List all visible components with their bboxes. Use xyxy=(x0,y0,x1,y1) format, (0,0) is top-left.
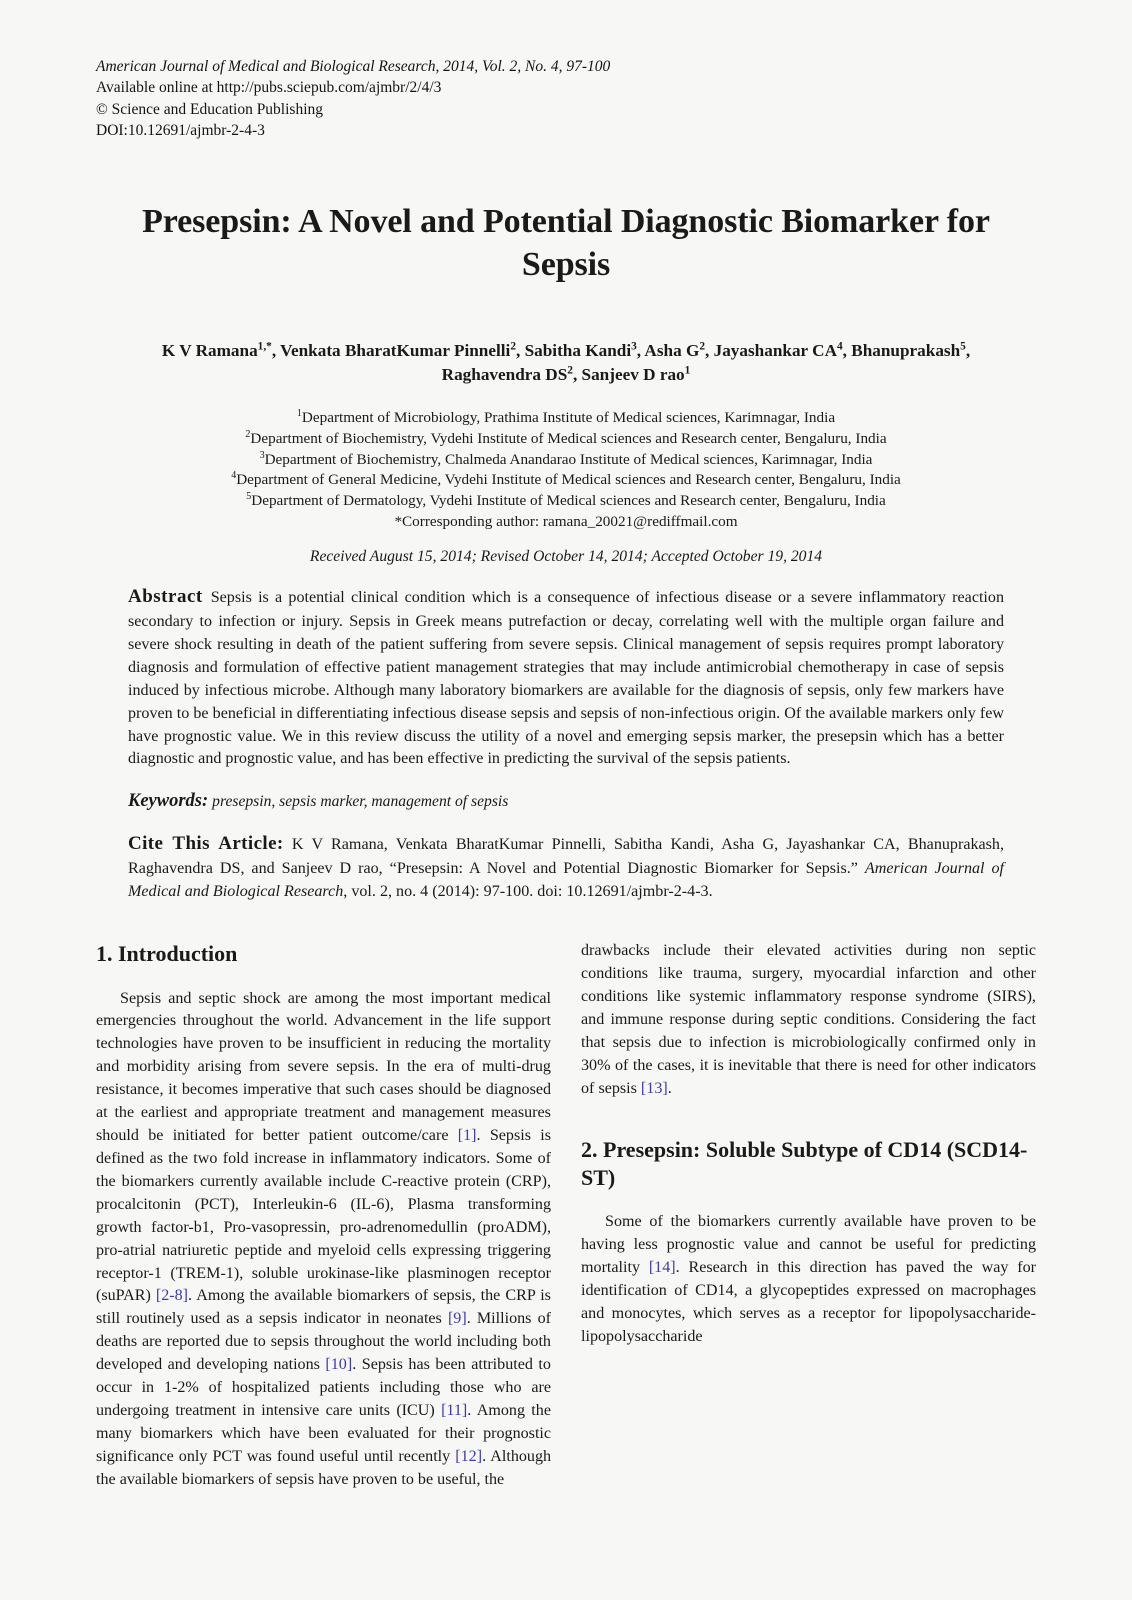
affiliation-text: Department of Biochemistry, Chalmeda Anandarao Institute of Medical sciences, Karimnagar, India xyxy=(264,450,873,468)
author-affil-marker: 1 xyxy=(684,364,691,377)
affiliation-marker: 3 xyxy=(259,449,265,461)
abstract-block xyxy=(128,584,1004,771)
affiliation-marker: 5 xyxy=(246,491,252,503)
author-affil-marker: 1,* xyxy=(257,339,272,352)
author-affil-marker: 5 xyxy=(960,339,966,352)
presepsin-paragraph xyxy=(581,1211,1036,1349)
cite-this-article-label: Cite This Article: xyxy=(128,833,284,855)
citation-ref-11[interactable]: [11] xyxy=(441,1402,468,1420)
author-name: Sabitha Kandi xyxy=(524,340,632,360)
citation-ref-1[interactable]: [1] xyxy=(457,1127,477,1145)
journal-citation-line: American Journal of Medical and Biological Research, 2014, Vol. 2, No. 4, 97-100 xyxy=(96,58,611,75)
affiliation-item xyxy=(96,450,1036,471)
author-affil-marker: 3 xyxy=(631,339,637,352)
affiliation-item xyxy=(96,470,1036,491)
abstract-label: Abstract xyxy=(128,586,203,608)
affiliation-text: Department of General Medicine, Vydehi Institute of Medical sciences and Research center, Bengaluru, India xyxy=(236,471,901,489)
affiliation-text: Department of Biochemistry, Vydehi Institute of Medical sciences and Research center, Bengaluru, India xyxy=(250,430,887,448)
column-right xyxy=(581,940,1036,1492)
author-name: Sanjeev D rao xyxy=(581,365,685,385)
affiliation-text: Department of Dermatology, Vydehi Institute of Medical sciences and Research center, Bengaluru, India xyxy=(251,492,886,510)
citation-ref-12[interactable]: [12] xyxy=(455,1447,483,1465)
cite-volume-doi: , vol. 2, no. 4 (2014): 97-100. doi: 10.12691/ajmbr-2-4-3. xyxy=(343,883,713,901)
citation-ref-9[interactable]: [9] xyxy=(447,1310,467,1328)
citation-ref-2-8[interactable]: [2-8] xyxy=(155,1287,189,1305)
presepsin-text-b: . Research in this direction has paved the way for identification of CD14, a glycopeptides expressed on macrophages and monocytes, which serves as a receptor for lipopolysaccharide-lipopolysaccharide xyxy=(581,1259,1036,1346)
column-left xyxy=(96,940,551,1492)
affiliation-list xyxy=(96,408,1036,532)
presepsin-text-a: Some of the biomarkers currently available have proven to be having less prognostic value and cannot be useful for predicting mortality xyxy=(581,1213,1036,1277)
affiliation-item xyxy=(96,491,1036,512)
page-title: Presepsin: A Novel and Potential Diagnostic Biomarker for Sepsis xyxy=(142,202,990,284)
author-line-1: K V Ramana$^{1,*}$, Venkata BharatKumar Pinnelli$^2$, Sabitha Kandi$^3$, Asha $G^2$, Jayashankar $CA^4$, Bhanuprakash$^5$, xyxy=(161,339,971,360)
cite-article-title: “Presepsin: A Novel and Potential Diagnostic Biomarker for Sepsis.” xyxy=(389,860,865,878)
introduction-paragraph: Sepsis and septic shock are among the most important medical emergencies throughout the world. Advancement in the life support technologies have proven to be insufficient in reducing the mortality and morbidity arising from severe sepsis. In the era of multi-drug resistance, it becomes imperative that such cases should be diagnosed at the earliest and appropriate treatment and management measures should be initiated for better patient outcome/care [1]. Sepsis is defined as the two fold increase in inflammatory indicators. Some of the biomarkers currently available include C-reactive protein (CRP), procalcitonin (PCT), Interleukin-6 (IL-6), Plasma transforming growth factor-b1, Pro-vasopressin, pro-adrenomedullin (proADM), pro-atrial natriuretic peptide and myeloid cells expressing triggering receptor-1 (TREM-1), soluble urokinase-like plasminogen receptor (suPAR) [2-8]. Among the available biomarkers of sepsis, the CRP is still routinely used as a sepsis indicator in neonates [9]. Millions of deaths are reported due to sepsis throughout the world including both developed and developing nations [10]. Sepsis has been attributed to occur in 1-2% of hospitalized patients including those who are undergoing treatment in intensive care units (ICU) [11]. Among the many biomarkers which have been evaluated for their prognostic significance only PCT was found useful until recently [12]. Although the available biomarkers of sepsis have proven to be useful, the xyxy=(96,989,552,1488)
journal-online-url: Available online at http://pubs.sciepub.com/ajmbr/2/4/3 xyxy=(96,79,442,97)
affiliation-marker: 2 xyxy=(245,429,251,441)
citation-ref-14[interactable]: [14] xyxy=(648,1259,676,1277)
author-name: Venkata BharatKumar Pinnelli xyxy=(280,340,511,360)
citation-ref-13[interactable]: [13] xyxy=(640,1079,668,1097)
cite-authors: K V Ramana, Venkata BharatKumar Pinnelli, Sabitha Kandi, Asha G, Jayashankar CA, Bhanuprakash, Raghavendra DS, and Sanjeev D rao, xyxy=(128,836,1004,878)
affiliation-item xyxy=(96,408,1036,429)
keywords-block xyxy=(128,789,1004,815)
abstract-text: Sepsis is a potential clinical condition which is a consequence of infectious disease or a severe inflammatory reaction secondary to infection or injury. Sepsis in Greek means putrefaction or decay, correlating well with the multiple organ failure and severe shock resulting in death of the patient suffering from severe sepsis. Clinical management of sepsis requires prompt laboratory diagnosis and formulation of effective patient management strategies that may include antimicrobial chemotherapy in case of sepsis induced by infectious microbe. Although many laboratory biomarkers are available for the diagnosis of sepsis, only few markers have proven to be beneficial in differentiating infectious disease sepsis and sepsis of non-infectious origin. Of the available markers only few have prognostic value. We in this review discuss the utility of a novel and emerging sepsis marker, the presepsin which has a better diagnostic and prognostic value, and has been effective in predicting the survival of the sepsis patients. xyxy=(128,589,1004,768)
keywords-label: Keywords: xyxy=(128,791,209,812)
author-affil-marker: 2 xyxy=(699,339,706,352)
received-revised-accepted-dates: Received August 15, 2014; Revised October 14, 2014; Accepted October 19, 2014 xyxy=(309,548,823,566)
author-affil-marker: 2 xyxy=(567,364,573,377)
keywords-text: presepsin, sepsis marker, management of sepsis xyxy=(212,793,509,811)
section-heading-presepsin: 2. Presepsin: Soluble Subtype of CD14 (SCD14-ST) xyxy=(581,1137,1028,1190)
cite-this-article-block xyxy=(128,831,1004,904)
affiliation-marker: 4 xyxy=(231,470,237,482)
affiliation-item xyxy=(96,429,1036,450)
affiliation-marker: 1 xyxy=(296,408,302,420)
author-name: Raghavendra DS xyxy=(441,365,568,385)
author-name: Jayashankar CA xyxy=(713,340,837,360)
journal-header xyxy=(96,56,1036,142)
author-line-2: Raghavendra $DS^2$, Sanjeev D rao$^1$ xyxy=(441,364,691,385)
author-list xyxy=(106,339,1026,389)
author-name: Bhanuprakash xyxy=(851,340,961,360)
journal-publisher: © Science and Education Publishing xyxy=(96,100,324,118)
journal-doi: DOI:10.12691/ajmbr-2-4-3 xyxy=(96,122,265,140)
body-columns xyxy=(96,940,1036,1492)
section-heading-introduction: 1. Introduction xyxy=(96,941,238,966)
author-affil-marker: 4 xyxy=(836,339,843,352)
author-name: K V Ramana xyxy=(161,340,258,360)
cite-journal-name: American Journal of Medical and Biological Research xyxy=(128,860,1005,901)
author-affil-marker: 2 xyxy=(510,339,516,352)
author-name: Asha G xyxy=(644,340,700,360)
affiliation-text: Department of Microbiology, Prathima Institute of Medical sciences, Karimnagar, India xyxy=(301,409,836,427)
citation-ref-10[interactable]: [10] xyxy=(325,1356,353,1374)
corresponding-author-email: *Corresponding author: ramana_20021@rediffmail.com xyxy=(394,512,738,530)
introduction-paragraph: drawbacks include their elevated activities during non septic conditions like trauma, surgery, myocardial infarction and other conditions like systemic inflammatory response syndrome (SIRS), and immune response during septic conditions. Considering the fact that sepsis due to infection is microbiologically confirmed only in 30% of the cases, it is inevitable that there is need for other indicators of sepsis [13]. xyxy=(581,942,1036,1097)
